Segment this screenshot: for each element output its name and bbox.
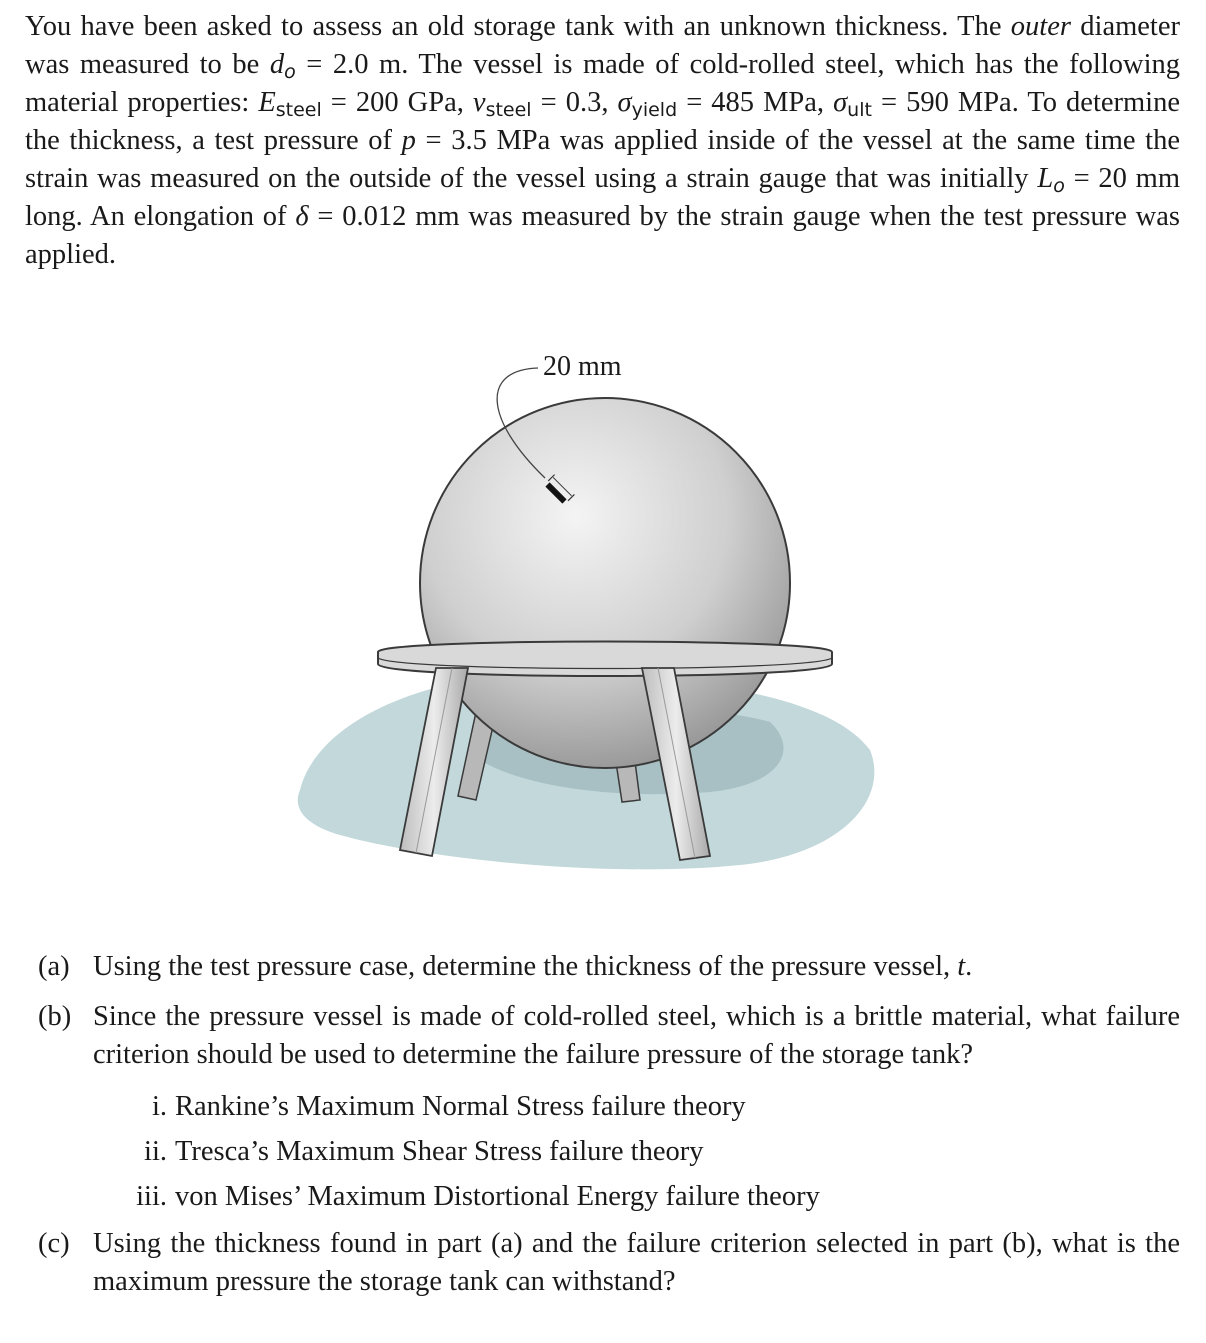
- tank-illustration: [280, 330, 920, 930]
- sigma-yield-symbol: σ: [617, 87, 632, 118]
- e-symbol: E: [258, 87, 276, 118]
- nu-symbol: ν: [472, 87, 486, 118]
- gauge-length-label: 20 mm: [543, 351, 622, 382]
- do-symbol: d: [269, 49, 285, 80]
- sigma-ult-symbol: σ: [833, 87, 848, 118]
- option-item: ii. Tresca’s Maximum Shear Stress failure theory: [144, 1135, 704, 1167]
- sphere-tank: [420, 398, 790, 768]
- questions: [25, 948, 1180, 1313]
- question-label: (c): [38, 1228, 70, 1259]
- question-label: (b): [38, 1001, 72, 1032]
- option-list: [25, 1084, 1180, 1219]
- question-label: (a): [38, 951, 70, 982]
- question-b: (b) Since the pressure vessel is made of cold-rolled steel, which is a brittle material, what failure criterion should be used to determine the failure pressure of the storage tank?: [25, 998, 1180, 1074]
- lo-symbol: L: [1037, 163, 1054, 194]
- t-symbol: t: [957, 951, 966, 982]
- storage-tank-figure: [280, 330, 920, 930]
- outer-word: outer: [1010, 11, 1071, 42]
- option-item: iii. von Mises’ Maximum Distortional Energy failure theory: [136, 1180, 820, 1212]
- question-c: (c) Using the thickness found in part (a) and the failure criterion selected in part (b), what is the maximum pressure the storage tank can withstand?: [25, 1225, 1180, 1301]
- option-item: i. Rankine’s Maximum Normal Stress failure theory: [151, 1090, 746, 1122]
- problem-statement: You have been asked to assess an old storage tank with an unknown thickness. The outer diameter was measured to be $d_o = 2.0$ m. The vessel is made of cold-rolled steel, which has the following material properties: $E_{steel} = 200$ GPa, $\nu_{steel} = 0.3$, $\sigma_{yield} = 485$ MPa, $\sigma_{ult} = 590$ MPa. To determine the thickness, a test pressure of p = 3.5 MPa was applied inside of the vessel at the same time the strain was measured on the outside of the vessel using a strain gauge that was initially $L_o = 20$ mm long. An elongation of δ = 0.012 mm was measured by the strain gauge when the test pressure was applied.: [25, 11, 1181, 270]
- question-a: (a) Using the test pressure case, determine the thickness of the pressure vessel, t.: [25, 948, 1180, 986]
- delta-symbol: δ: [295, 201, 309, 232]
- p-symbol: p: [401, 125, 416, 156]
